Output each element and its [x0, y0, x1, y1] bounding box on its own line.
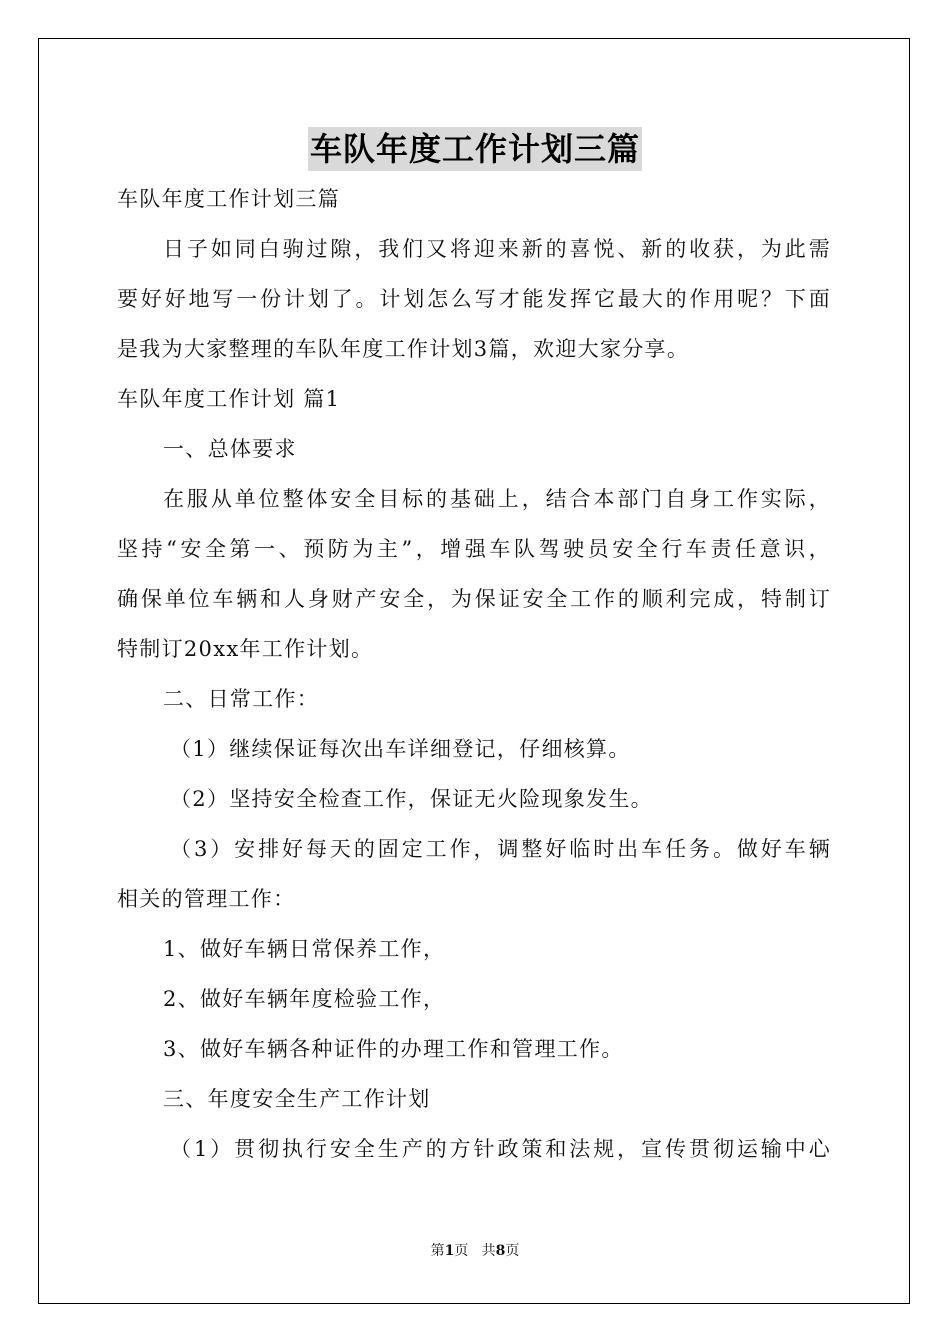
paragraph-line: 是我为大家整理的车队年度工作计划3篇，欢迎大家分享。	[117, 337, 690, 361]
list-item: 3、做好车辆各种证件的办理工作和管理工作。	[163, 1037, 624, 1061]
list-item: （1）贯彻执行安全生产的方针政策和法规，宣传贯彻运输中心	[170, 1137, 831, 1161]
list-item: （3）安排好每天的固定工作，调整好临时出车任务。做好车辆	[170, 837, 831, 861]
subheading: 一、总体要求	[163, 437, 297, 461]
total-prefix: 共	[481, 1243, 496, 1259]
paragraph-line: 相关的管理工作：	[117, 887, 296, 911]
paragraph-line: 在服从单位整体安全目标的基础上，结合本部门自身工作实际，	[163, 487, 831, 511]
total-pages: 8	[495, 1243, 506, 1259]
paragraph-line: 要好好地写一份计划了。计划怎么写才能发挥它最大的作用呢？下面	[117, 287, 831, 311]
page-prefix: 第	[430, 1243, 445, 1259]
page-unit: 页	[454, 1243, 469, 1259]
paragraph-line: 特制订20xx年工作计划。	[117, 637, 374, 661]
section-heading: 车队年度工作计划 篇1	[117, 387, 341, 411]
subheading: 三、年度安全生产工作计划	[163, 1087, 431, 1111]
list-item: 1、做好车辆日常保养工作，	[163, 937, 446, 961]
page-border	[38, 38, 910, 1304]
list-item: （1）继续保证每次出车详细登记，仔细核算。	[170, 737, 631, 761]
page-number: 1	[444, 1243, 455, 1259]
subtitle-line: 车队年度工作计划三篇	[117, 187, 340, 211]
total-unit: 页	[505, 1243, 520, 1259]
paragraph-line: 日子如同白驹过隙，我们又将迎来新的喜悦、新的收获，为此需	[163, 237, 831, 261]
list-item: （2）坚持安全检查工作，保证无火险现象发生。	[170, 787, 653, 811]
title-wrap	[0, 127, 950, 171]
document-title: 车队年度工作计划三篇	[308, 127, 642, 171]
paragraph-line: 坚持“安全第一、预防为主”，增强车队驾驶员安全行车责任意识，	[117, 537, 831, 561]
paragraph-line: 确保单位车辆和人身财产安全，为保证安全工作的顺利完成，特制订	[117, 587, 831, 611]
subheading: 二、日常工作：	[163, 687, 320, 711]
list-item: 2、做好车辆年度检验工作，	[163, 987, 446, 1011]
page-footer	[0, 1240, 950, 1260]
